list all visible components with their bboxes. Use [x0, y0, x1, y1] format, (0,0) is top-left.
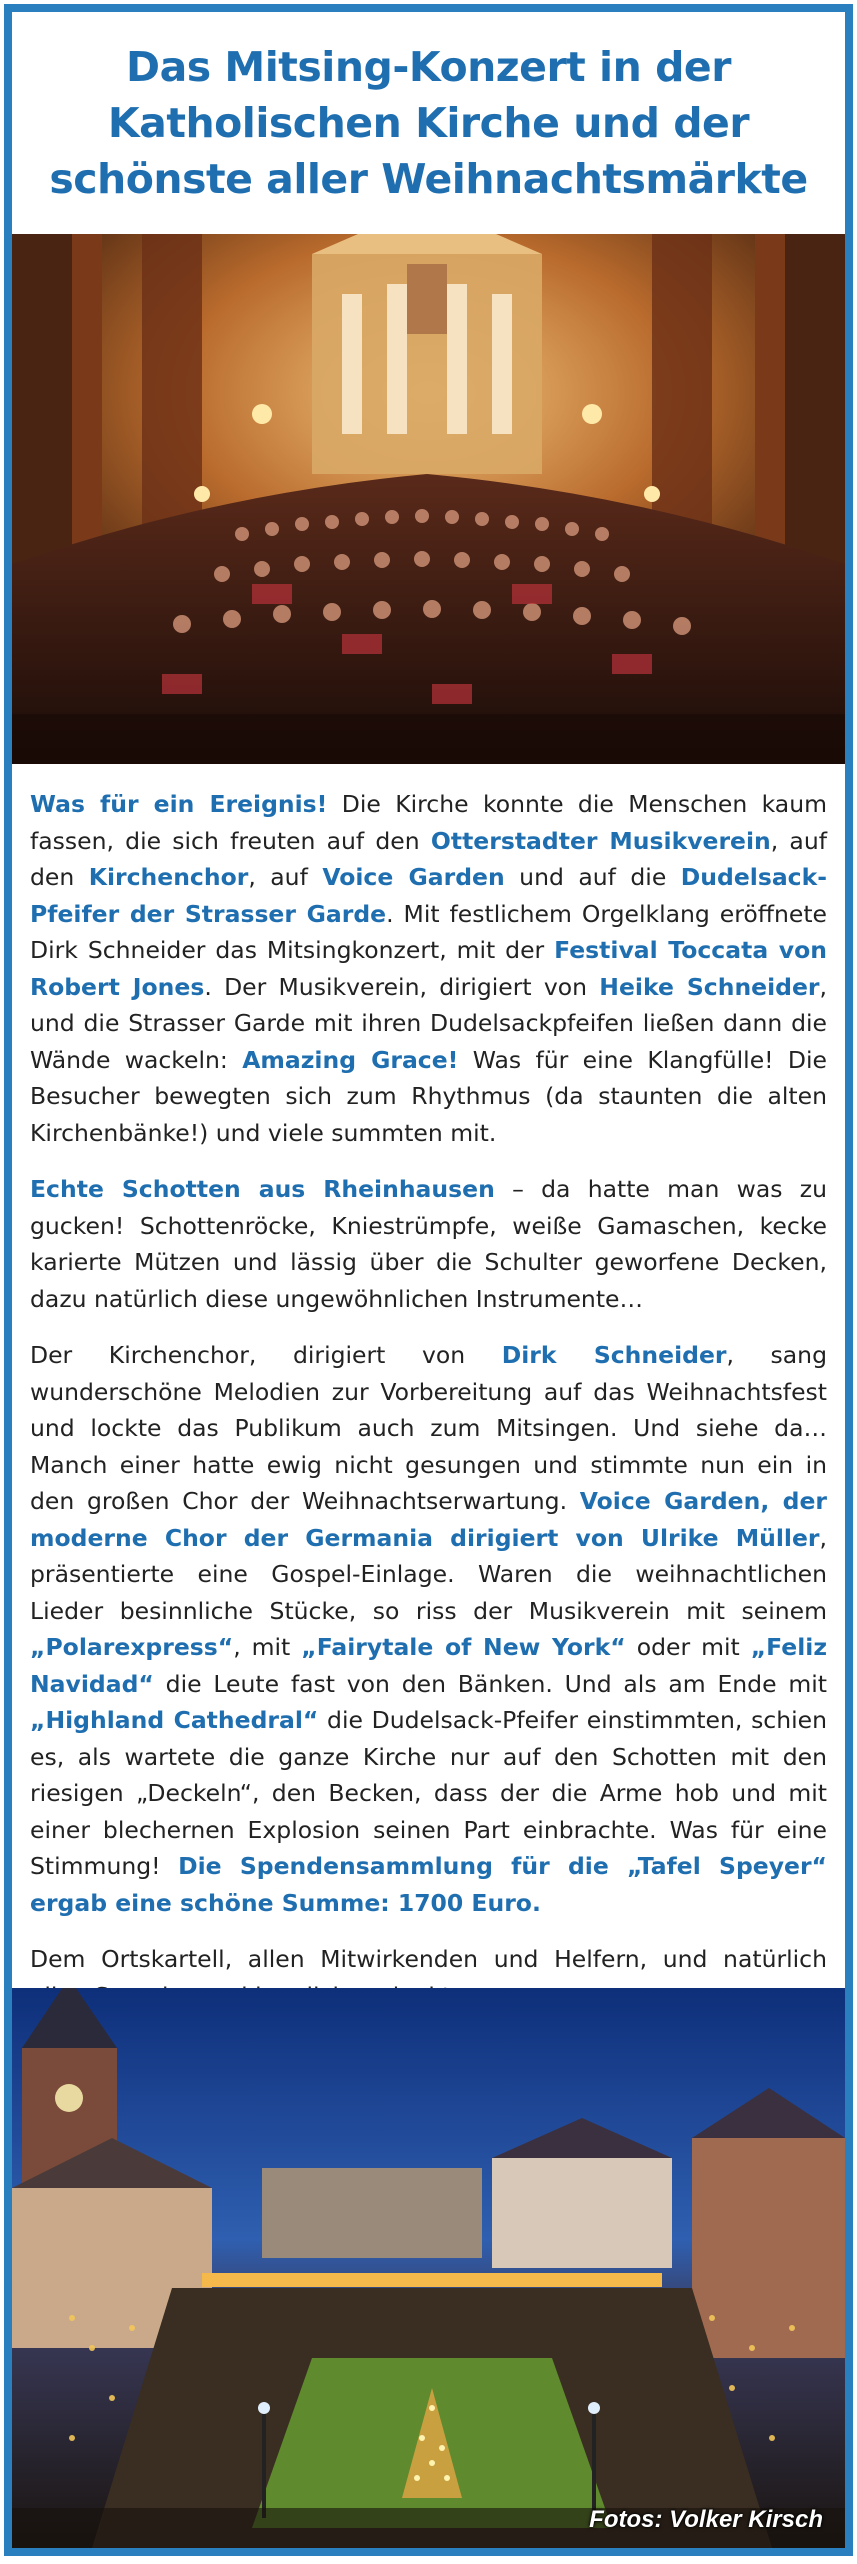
body-text: , auf: [248, 863, 323, 891]
highlight-text: Echte Schotten aus Rheinhausen: [30, 1175, 495, 1203]
highlight-text: Die Spendensammlung für die „Tafel Speyer“ ergab eine schöne Summe: 1700 Euro.: [30, 1852, 827, 1917]
highlight-text: Festival Toccata von Robert Jones: [30, 936, 828, 1001]
highlight-text: Voice Garden: [322, 863, 505, 891]
highlight-text: „Polarexpress“: [30, 1633, 234, 1661]
headline: Das Mitsing-Konzert in der Katholischen Kirche und der schönste aller Weihnachtsmärkte: [49, 43, 808, 203]
body-text: Die Kirche konnte die Menschen kaum fassen, die sich freuten auf den: [30, 790, 827, 855]
paragraph-3: [30, 1337, 827, 1921]
body-text: Der Kirchenchor, dirigiert von: [30, 1341, 502, 1369]
headline-box: [12, 12, 845, 234]
body-text: Dem Ortskartell, allen Mitwirkenden und Helfern, und natürlich: [30, 1945, 827, 1973]
body-text: , sang wunderschöne Melodien zur Vorbereitung auf das Weihnachtsfest und lockte das Publikum auch zum Mitsingen. Und siehe da… Manch einer hatte ewig nicht gesungen und stimmte nun ein in den großen Chor der Weihnachtserwartung.: [30, 1341, 827, 1515]
highlight-text: „Fairytale of New York“: [301, 1633, 626, 1661]
highlight-text: Dudelsack-Pfeifer der Strasser Garde: [30, 863, 827, 928]
paragraph-1: [30, 786, 827, 1151]
body-text: – da hatte man was zu gucken! Schottenröcke, Kniestrümpfe, weiße Gamaschen, kecke karierte Mützen und lässig über die Schulter geworfene Decken, dazu natürlich diese ungewöhnlichen Instrumente…: [30, 1175, 827, 1313]
body-text: die Leute fast von den Bänken. Und als am Ende mit: [153, 1669, 827, 1698]
body-text: , mit: [233, 1633, 302, 1661]
highlight-text: Kirchenchor: [88, 863, 249, 891]
highlight-text: „Feliz Navidad“: [30, 1633, 827, 1698]
body-text: , präsentierte eine Gospel-Einlage. Waren die weihnachtlichen Lieder besinnliche Stücke, so riss der Musikverein mit seinem: [30, 1523, 827, 1625]
photo-credit: Fotos: Volker Kirsch: [589, 2506, 823, 2533]
body-text: Was für eine Klangfülle! Die Besucher bewegten sich zum Rhythmus (da staunten die alten Kirchenbänke!) und viele summten mit.: [30, 1045, 827, 1147]
highlight-text: Amazing Grace!: [242, 1045, 459, 1074]
christmas-market-photo: [12, 1988, 845, 2548]
article-page: [4, 4, 853, 2556]
highlight-text: Dirk Schneider: [501, 1341, 727, 1369]
paragraph-2: [30, 1171, 827, 1317]
body-text: . Der Musikverein, dirigiert von: [204, 972, 600, 1001]
body-text: und auf die: [504, 863, 681, 891]
article-body: [12, 764, 845, 1988]
body-text: die Dudelsack-Pfeifer einstimmten, schien es, als wartete die ganze Kirche nur auf den Schotten mit den riesigen „Deckeln“, den Becken, dass der die Arme hob und mit einer blechernen Explosion seinen Part einbrachte. Was für eine Stimmung!: [30, 1706, 828, 1880]
body-text: oder mit: [625, 1633, 751, 1661]
highlight-text: Voice Garden, der moderne Chor der Germania dirigiert von Ulrike Müller: [30, 1487, 827, 1552]
highlight-text: Was für ein Ereignis!: [30, 790, 328, 818]
highlight-text: Otterstadter Musikverein: [430, 826, 771, 855]
body-text: , auf den: [30, 826, 828, 891]
highlight-text: „Highland Cathedral“: [30, 1706, 319, 1734]
church-concert-photo: [12, 234, 845, 764]
body-text: . Mit festlichem Orgelklang eröffnete Dirk Schneider das Mitsingkonzert, mit der: [30, 899, 827, 964]
body-text: , und die Strasser Garde mit ihren Dudelsackpfeifen ließen dann die Wände wackeln:: [30, 972, 827, 1074]
highlight-text: Heike Schneider: [599, 972, 820, 1001]
